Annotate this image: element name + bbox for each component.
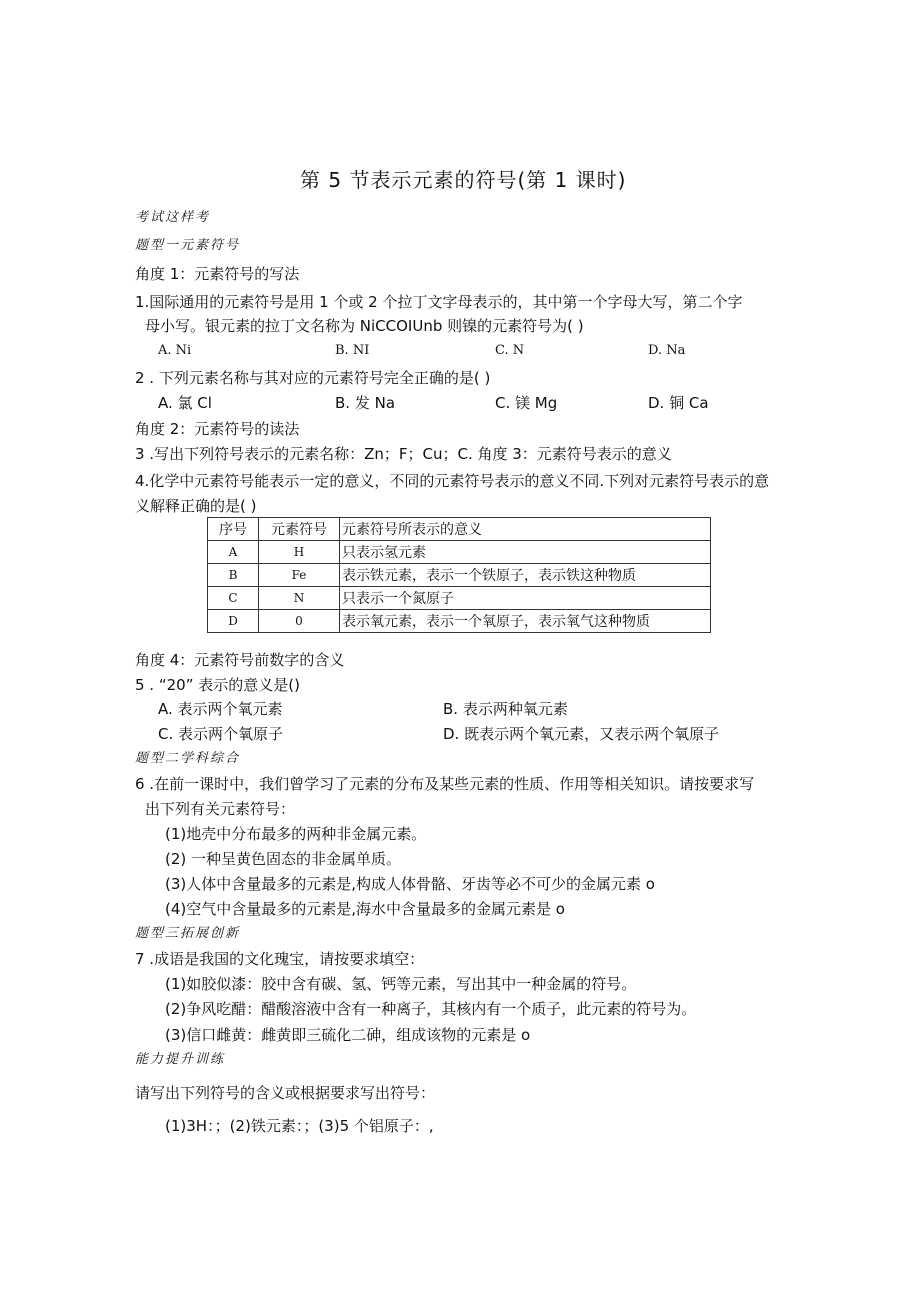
q4-line1: 4.化学中元素符号能表示一定的意义，不同的元素符号表示的意义不同.下列对元素符号表示的意 <box>135 472 770 490</box>
section-exam-heading: 考试这样考 <box>135 210 211 225</box>
table-cell: 只表示一个氮原子 <box>340 587 711 610</box>
section-type2-heading: 题型二学科综合 <box>135 751 241 766</box>
q2-option-a: A. 氯 Cl <box>158 394 212 412</box>
angle4-heading: 角度 4：元素符号前数字的含义 <box>135 651 345 669</box>
table-header-cell: 元素符号所表示的意义 <box>340 518 711 541</box>
table-header-cell: 元素符号 <box>259 518 340 541</box>
table-row <box>208 541 711 564</box>
q6-line1: 6 .在前一课时中，我们曾学习了元素的分布及某些元素的性质、作用等相关知识。请按要求写 <box>135 775 755 793</box>
table-row <box>208 587 711 610</box>
q2-option-d: D. 铜 Ca <box>648 394 709 412</box>
q7-item-3: (3)信口雌黄：雌黄即三硫化二砷，组成该物的元素是 o <box>165 1026 531 1044</box>
q1-line2: 母小写。银元素的拉丁文名称为 NiCCOIUnb 则镍的元素符号为( ) <box>145 317 584 335</box>
q2-line: 2 . 下列元素名称与其对应的元素符号完全正确的是( ) <box>135 369 491 387</box>
section-ability-heading: 能力提升训练 <box>135 1052 226 1067</box>
table-cell: 只表示氢元素 <box>340 541 711 564</box>
q5-option-a: A. 表示两个氧元素 <box>158 700 283 718</box>
table-cell: 表示铁元素，表示一个铁原子，表示铁这种物质 <box>340 564 711 587</box>
q4-line2: 义解释正确的是( ) <box>135 497 257 515</box>
table-header-row <box>208 518 711 541</box>
table-row <box>208 564 711 587</box>
q7-item-1: (1)如胶似漆：胶中含有碳、氢、钙等元素，写出其中一种金属的符号。 <box>165 975 637 993</box>
q1-option-d: D. Na <box>648 343 686 358</box>
q7-line: 7 .成语是我国的文化瑰宝，请按要求填空： <box>135 950 425 968</box>
page-title: 第 5 节表示元素的符号(第 1 课时) <box>300 168 627 192</box>
q7-item-2: (2)争风吃醋：醋酸溶液中含有一种离子，其核内有一个质子，此元素的符号为。 <box>165 1000 697 1018</box>
angle2-heading: 角度 2：元素符号的读法 <box>135 420 300 438</box>
element-symbol-table <box>207 517 711 633</box>
q5-option-b: B. 表示两种氧元素 <box>443 700 568 718</box>
q1-line1: 1.国际通用的元素符号是用 1 个或 2 个拉丁文字母表示的，其中第一个字母大写，第二个字 <box>135 293 743 311</box>
q1-option-b: B. NI <box>335 343 370 358</box>
q1-option-c: C. N <box>495 343 525 358</box>
table-header-cell: 序号 <box>208 518 259 541</box>
angle1-heading: 角度 1：元素符号的写法 <box>135 265 300 283</box>
table-cell: N <box>259 587 340 610</box>
section-type1-heading: 题型一元素符号 <box>135 238 241 253</box>
q6-item-3: (3)人体中含量最多的元素是,构成人体骨骼、牙齿等必不可少的金属元素 o <box>165 875 655 893</box>
table-cell: H <box>259 541 340 564</box>
q5-option-c: C. 表示两个氧原子 <box>158 725 284 743</box>
q2-option-c: C. 镁 Mg <box>495 394 558 412</box>
q6-line2: 出下列有关元素符号： <box>145 800 296 818</box>
q2-option-b: B. 发 Na <box>335 394 396 412</box>
q6-item-2: (2) 一种呈黄色固态的非金属单质。 <box>165 850 402 868</box>
table-cell: 0 <box>259 610 340 633</box>
q6-item-4: (4)空气中含量最多的元素是,海水中含量最多的金属元素是 o <box>165 900 565 918</box>
table-cell: 表示氧元素，表示一个氧原子，表示氧气这种物质 <box>340 610 711 633</box>
table-cell: B <box>208 564 259 587</box>
q5-line: 5 . “20” 表示的意义是() <box>135 676 300 694</box>
q1-option-a: A. Ni <box>158 343 192 358</box>
q6-item-1: (1)地壳中分布最多的两种非金属元素。 <box>165 825 427 843</box>
table-cell: A <box>208 541 259 564</box>
table-row <box>208 610 711 633</box>
table-cell: C <box>208 587 259 610</box>
table-cell: D <box>208 610 259 633</box>
q5-option-d: D. 既表示两个氧元素，又表示两个氧原子 <box>443 725 720 743</box>
q8-line: 请写出下列符号的含义或根据要求写出符号： <box>135 1084 436 1102</box>
q3-line: 3 .写出下列符号表示的元素名称：Zn；F；Cu；C. 角度 3：元素符号表示的意义 <box>135 445 672 463</box>
section-type3-heading: 题型三拓展创新 <box>135 926 241 941</box>
q8-items: (1)3H：；(2)铁元素：；(3)5 个铝原子：, <box>165 1117 434 1135</box>
table-cell: Fe <box>259 564 340 587</box>
